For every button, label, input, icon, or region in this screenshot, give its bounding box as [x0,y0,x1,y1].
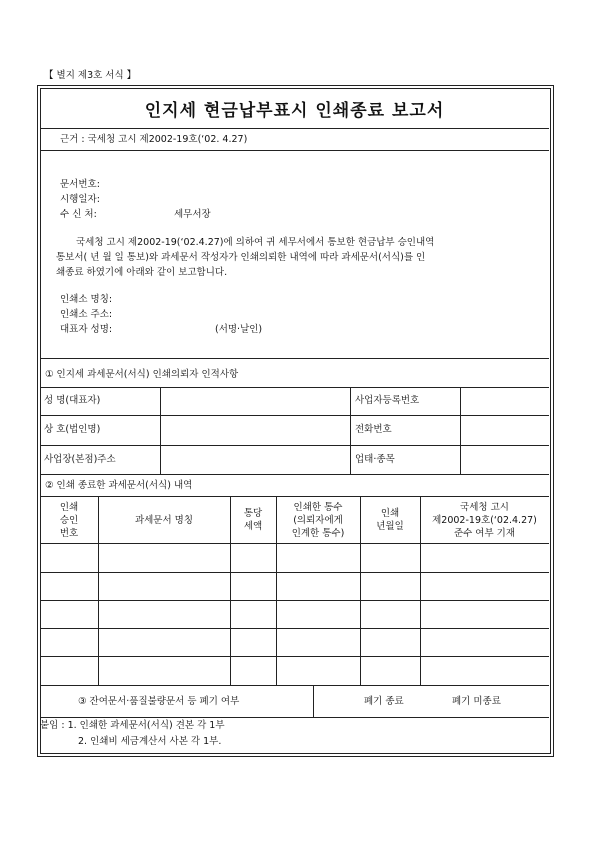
body-line-1: 국세청 고시 제2002-19(‘02.4.27)에 의하여 귀 세무서에서 통보한 현금납부 승인내역 [76,237,435,248]
form-label: 【 별지 제3호 서식 】 [44,70,137,81]
biz-reg-no-label: 사업자등록번호 [355,395,420,406]
address-label: 사업장(본점)주소 [44,454,116,465]
company-name-label: 상 호(법인명) [44,424,101,435]
col-doc-name-header: 과세문서 명칭 [134,514,194,526]
attachment-line-1: 붙임 : 1. 인쇄한 과세문서(서식) 견본 각 1부 [40,720,225,731]
disposal-not-done-option[interactable]: 폐기 미종료 [452,696,501,707]
col-tax-per-copy-header: 통당 세액 [243,508,263,532]
printer-address-label: 인쇄소 주소: [60,309,113,320]
detail-table-rows[interactable] [40,543,549,685]
seal-note: (서명·날인) [215,324,263,335]
basis-text: 근거 : 국세청 고시 제2002-19호(‘02. 4.27) [60,134,248,145]
col-approval-no-header: 인쇄 승인 번호 [59,501,79,539]
business-type-label: 업태·종목 [355,454,395,465]
col-print-date-header: 인쇄 년월일 [376,508,404,532]
doc-no-label: 문서번호: [60,179,100,190]
date-label: 시행일자: [60,194,100,205]
section2-title: ② 인쇄 종료한 과세문서(서식) 내역 [45,480,193,491]
printer-name-label: 인쇄소 명칭: [60,294,113,305]
disposal-label: ③ 잔여문서·품질불량문서 등 폐기 여부 [78,696,240,707]
recipient-label: 수 신 처: [60,209,97,220]
phone-label: 전화번호 [355,424,392,435]
printer-rep-label: 대표자 성명: [60,324,113,335]
disposal-done-option[interactable]: 폐기 종료 [364,696,404,707]
page-title: 인지세 현금납부표시 인쇄종료 보고서 [144,101,445,121]
section1-title: ① 인지세 과세문서(서식) 인쇄의뢰자 인적사항 [45,369,239,380]
col-printed-count-header: 인쇄한 통수 (의뢰자에게 인계한 통수) [291,501,345,539]
col-compliance-header: 국세청 고시 제2002-19호(‘02.4.27) 준수 여부 기재 [432,501,537,539]
attachment-line-2: 2. 인쇄비 세금계산서 사본 각 1부. [78,736,222,747]
body-line-3: 쇄종료 하였기에 아래와 같이 보고합니다. [56,267,228,278]
body-line-2: 통보서( 년 월 일 통보)와 과세문서 작성자가 인쇄의뢰한 내역에 따라 과세문서(서식)를 인 [56,252,426,263]
rep-name-label: 성 명(대표자) [44,395,101,406]
recipient-value: 세무서장 [174,209,211,220]
